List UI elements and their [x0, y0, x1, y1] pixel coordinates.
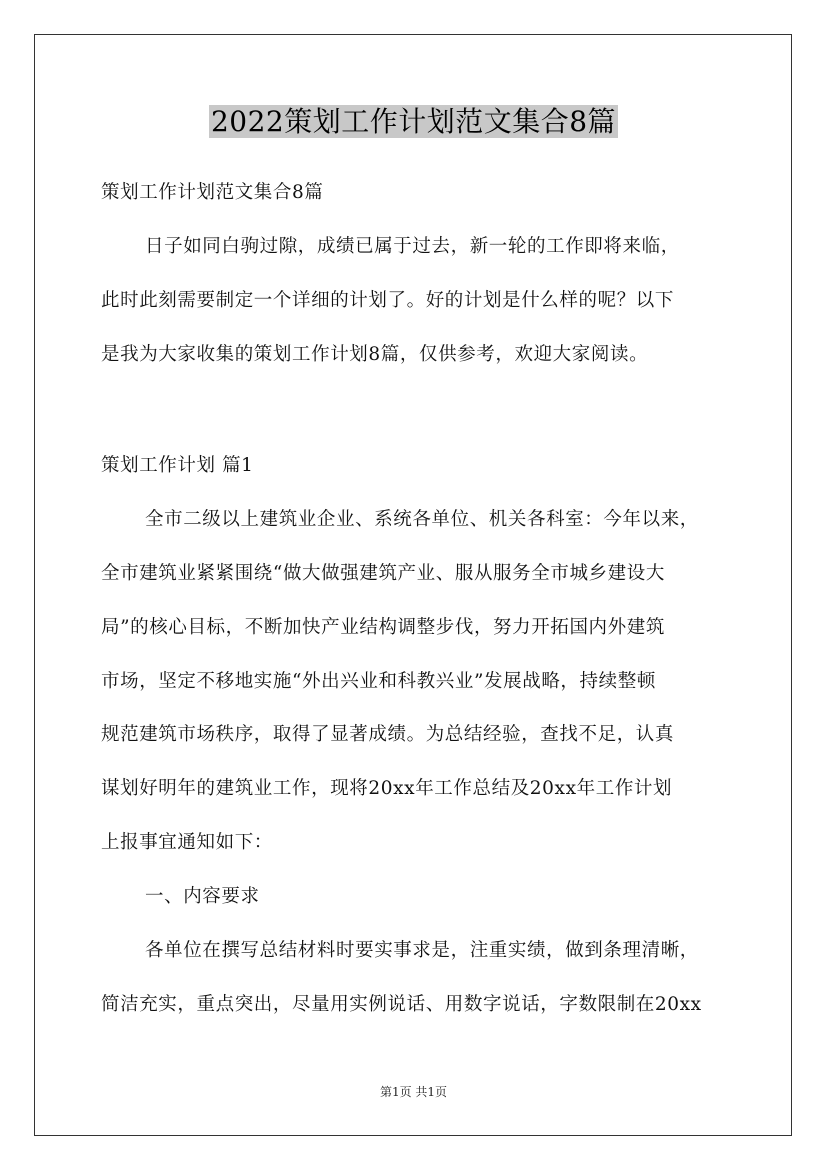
body-line: 上报事宜通知如下： — [101, 832, 273, 853]
intro-line: 此时此刻需要制定一个详细的计划了。好的计划是什么样的呢？以下 — [101, 290, 675, 311]
content-line: 各单位在撰写总结材料时要实事求是，注重实绩，做到条理清晰， — [145, 940, 699, 961]
document-title-wrapper — [0, 100, 827, 144]
body-line: 规范建筑市场秩序，取得了显著成绩。为总结经验，查找不足，认真 — [101, 724, 675, 745]
body-line: 市场，坚定不移地实施“外出兴业和科教兴业”发展战略，持续整顿 — [101, 671, 656, 692]
body-line: 局”的核心目标，不断加快产业结构调整步伐，努力开拓国内外建筑 — [101, 617, 665, 638]
intro-line: 日子如同白驹过隙，成绩已属于过去，新一轮的工作即将来临， — [145, 236, 680, 257]
body-line: 全市二级以上建筑业企业、系统各单位、机关各科室：今年以来， — [145, 509, 699, 530]
body-line: 谋划好明年的建筑业工作，现将20xx年工作总结及20xx年工作计划 — [101, 778, 673, 799]
subheading: 一、内容要求 — [145, 886, 260, 907]
body-line: 全市建筑业紧紧围绕“做大做强建筑产业、服从服务全市城乡建设大 — [101, 563, 665, 584]
page-footer: 第1页 共1页 — [379, 1085, 448, 1099]
section-heading: 策划工作计划 篇1 — [101, 455, 254, 476]
subtitle: 策划工作计划范文集合8篇 — [101, 182, 324, 203]
content-line: 简洁充实，重点突出，尽量用实例说话、用数字说话，字数限制在20xx — [101, 994, 702, 1015]
intro-line: 是我为大家收集的策划工作计划8篇，仅供参考，欢迎大家阅读。 — [101, 344, 649, 365]
document-title: 2022策划工作计划范文集合8篇 — [210, 105, 617, 138]
